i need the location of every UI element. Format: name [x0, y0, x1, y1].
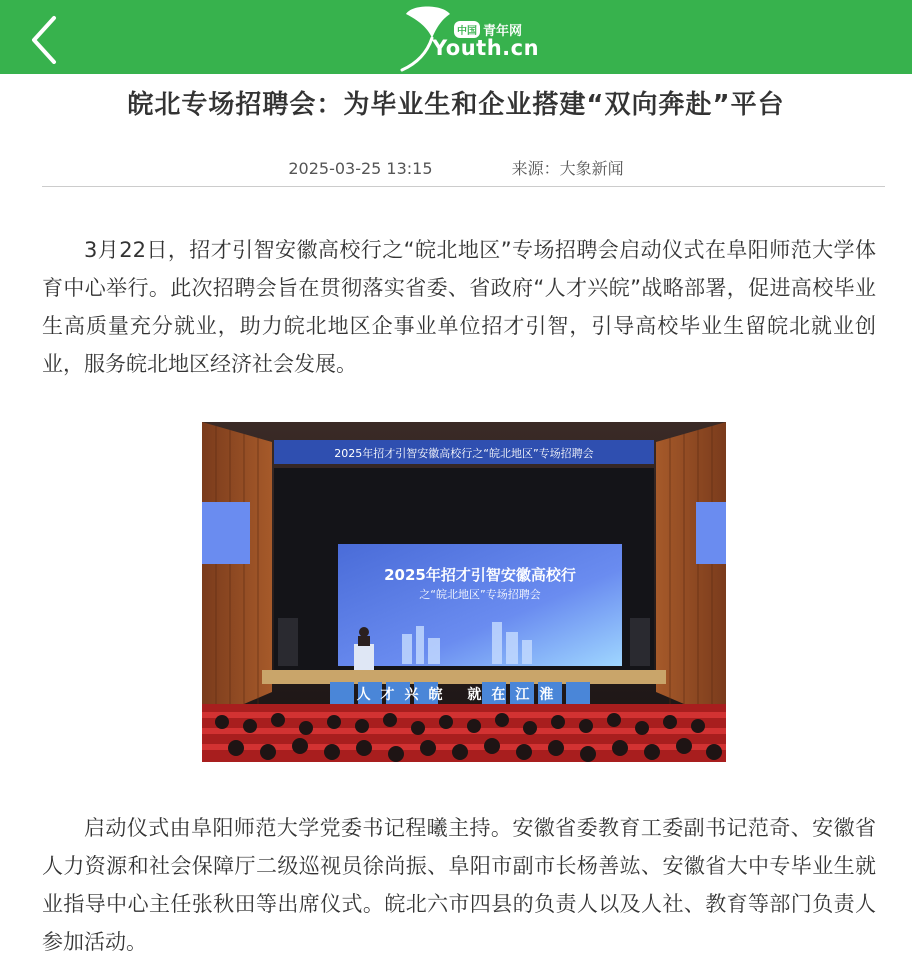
article-meta	[0, 156, 912, 179]
article-title: 皖北专场招聘会：为毕业生和企业搭建“双向奔赴”平台	[127, 90, 785, 120]
screen-subtitle: 之“皖北地区”专场招聘会	[419, 588, 541, 601]
youth-cn-logo[interactable]	[398, 4, 538, 72]
event-hall-photo	[202, 422, 726, 762]
screen-title: 2025年招才引智安徽高校行	[384, 566, 576, 584]
logo-badge: 中国	[454, 21, 480, 38]
logo-name: 青年网	[483, 24, 523, 39]
back-button[interactable]	[26, 14, 70, 64]
banner-text: 2025年招才引智安徽高校行之“皖北地区”专场招聘会	[334, 447, 594, 460]
article-photo[interactable]	[202, 422, 726, 762]
chevron-left-icon	[26, 14, 70, 64]
top-bar	[0, 0, 912, 74]
article-paragraph: 启动仪式由阜阳师范大学党委书记程曦主持。安徽省委教育工委副书记范奇、安徽省人力资源和社会保障厅二级巡视员徐尚振、阜阳市副市长杨善竑、安徽省大中专毕业生就业指导中心主任张秋田等出席仪式。皖北六市四县的负责人以及人社、教育等部门负责人参加活动。	[42, 816, 876, 954]
slogan-text: 人才兴皖 就在江淮	[356, 687, 564, 703]
divider	[42, 186, 885, 187]
logo-domain: Youth.cn	[432, 36, 540, 60]
publish-date: 2025-03-25 13:15	[288, 159, 433, 178]
article-paragraph: 3月22日，招才引智安徽高校行之“皖北地区”专场招聘会启动仪式在阜阳师范大学体育中心举行。此次招聘会旨在贯彻落实省委、省政府“人才兴皖”战略部署，促进高校毕业生高质量充分就业，助力皖北地区企事业单位招才引智，引导高校毕业生留皖北就业创业，服务皖北地区经济社会发展。	[42, 238, 876, 376]
article-source: 来源：大象新闻	[511, 159, 624, 178]
